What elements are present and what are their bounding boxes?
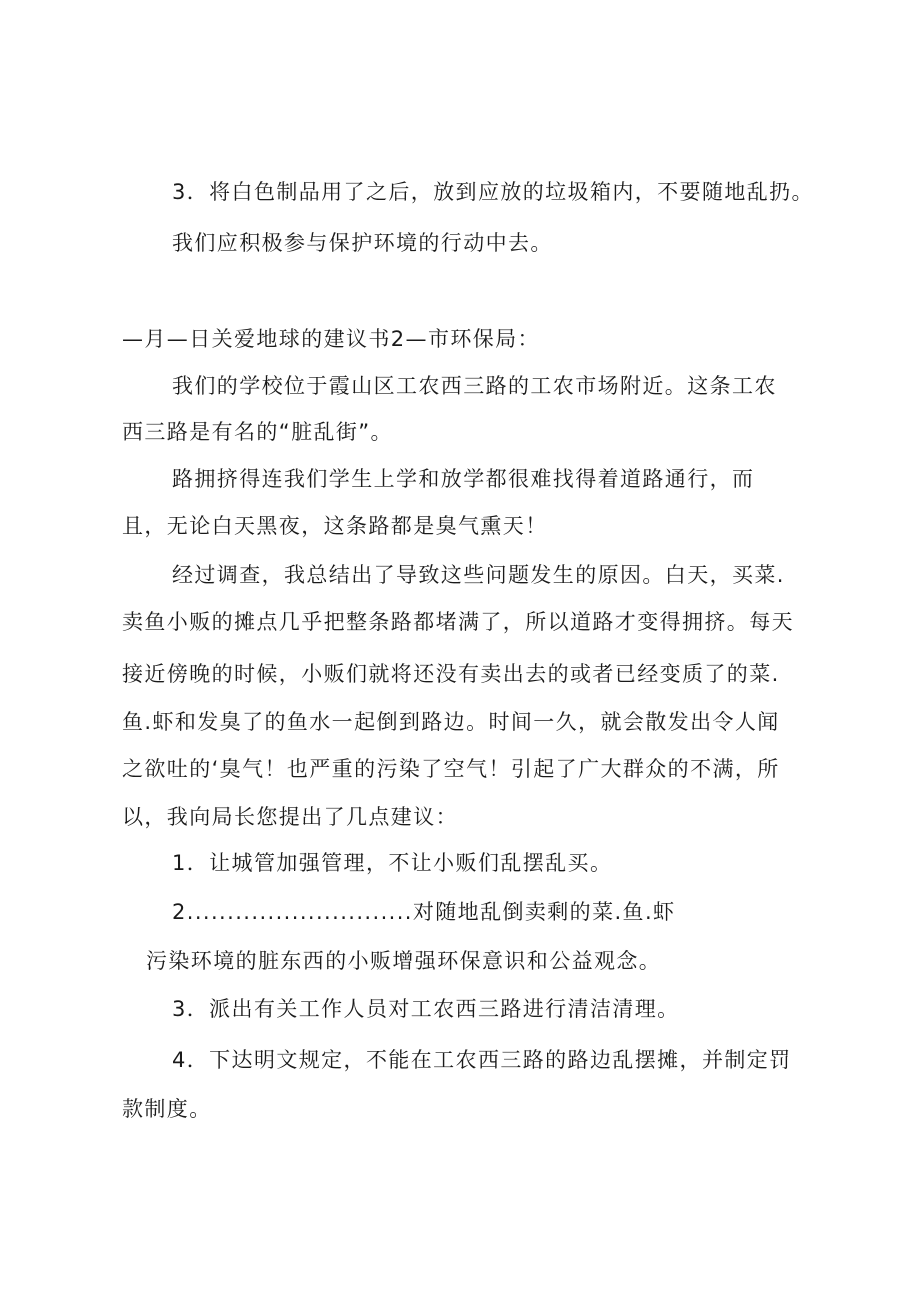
suggestion-item-1: 1．让城管加强管理，不让小贩们乱摆乱买。: [172, 851, 613, 875]
suggestion-item-2: 2............................对随地乱倒卖剩的菜.鱼.虾: [172, 900, 676, 924]
suggestion-item-4: 4．下达明文规定，不能在工农西三路的路边乱摆摊，并制定罚: [172, 1048, 792, 1072]
text-line-19: 款制度。: [122, 1097, 212, 1121]
text-line-13: 以，我向局长您提出了几点建议：: [122, 805, 458, 829]
text-line-12: 之欲吐的‘臭气！也严重的污染了空气！引起了广大群众的不满，所: [122, 757, 780, 781]
suggestion-item-3: 3．派出有关工作人员对工农西三路进行清洁清理。: [172, 997, 680, 1021]
text-line-10: 接近傍晚的时候，小贩们就将还没有卖出去的或者已经变质了的菜.: [122, 662, 780, 686]
text-line-7: 且，无论白天黑夜，这条路都是臭气熏天！: [122, 514, 548, 538]
text-line-4: 我们的学校位于霞山区工农西三路的工农市场附近。这条工农: [172, 374, 777, 398]
letter-heading-line: —月—日关爱地球的建议书2—市环保局：: [122, 327, 540, 351]
text-line-6: 路拥挤得连我们学生上学和放学都很难找得着道路通行，而: [172, 467, 755, 491]
text-line-9: 卖鱼小贩的摊点几乎把整条路都堵满了，所以道路才变得拥挤。每天: [122, 610, 794, 634]
text-line-1: 3．将白色制品用了之后，放到应放的垃圾箱内，不要随地乱扔。: [172, 180, 814, 204]
text-line-11: 鱼.虾和发臭了的鱼水一起倒到路边。时间一久，就会散发出令人闻: [122, 710, 780, 734]
text-line-2: 我们应积极参与保护环境的行动中去。: [172, 231, 553, 255]
text-line-16: 污染环境的脏东西的小贩增强环保意识和公益观念。: [146, 949, 662, 973]
text-line-5: 西三路是有名的“脏乱街”。: [122, 420, 393, 444]
text-line-8: 经过调查，我总结出了导致这些问题发生的原因。白天，买菜.: [172, 563, 785, 587]
